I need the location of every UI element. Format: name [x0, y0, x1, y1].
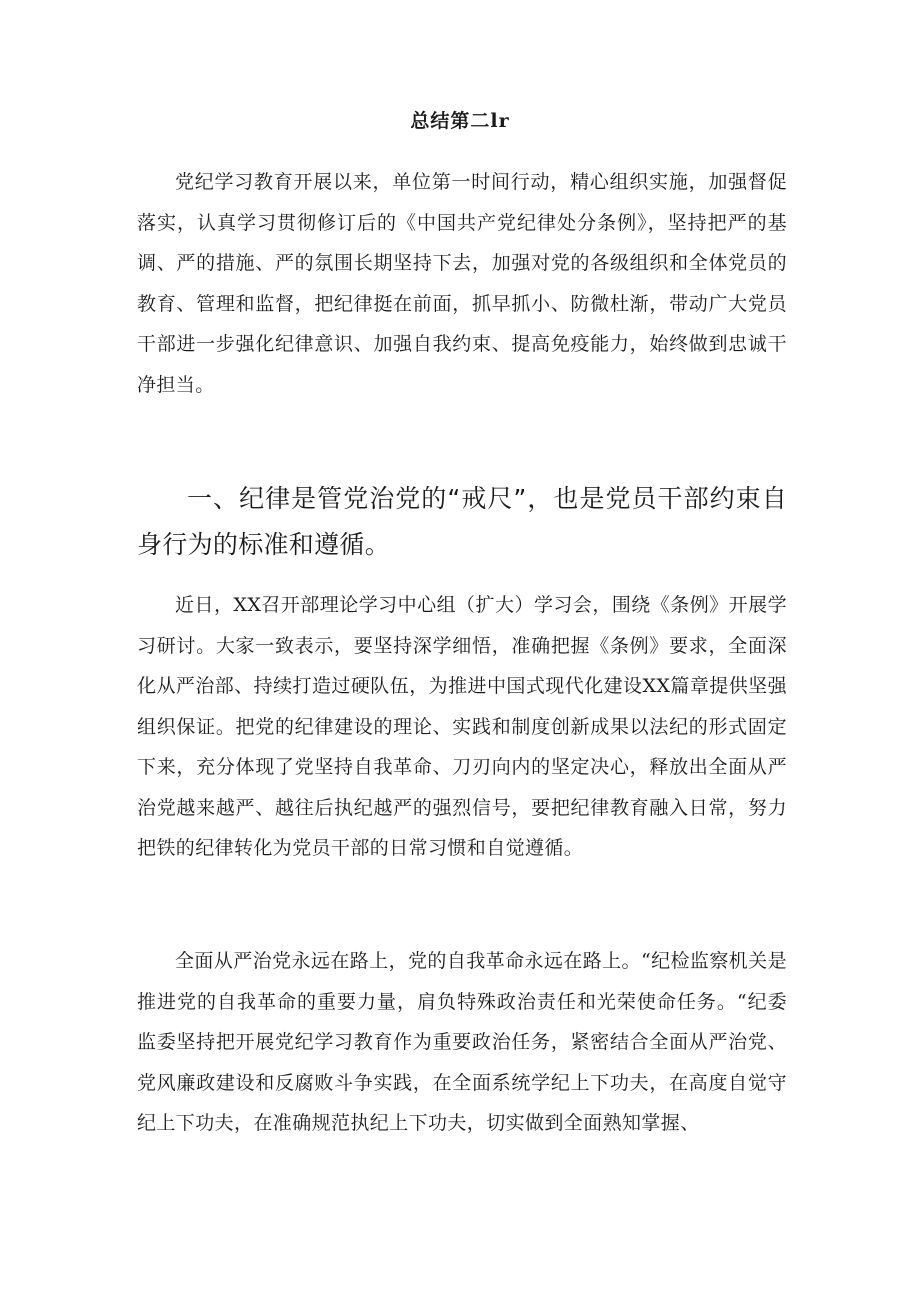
- intro-paragraph: 党纪学习教育开展以来，单位第一时间行动，精心组织实施，加强督促落实，认真学习贯彻修订后的《中国共产党纪律处分条例》，坚持把严的基调、严的措施、严的氛围长期坚持下去，加强对党的各级组织和全体党员的教育、管理和监督，把纪律挺在前面，抓早抓小、防微杜渐，带动广大党员干部进一步强化纪律意识、加强自我约束、提高免疫能力，始终做到忠诚干净担当。: [137, 171, 787, 396]
- section-heading: 一、纪律是管党治党的“戒尺”，也是党员干部约束自身行为的标准和遵循。: [137, 484, 787, 559]
- body-paragraph: 全面从严治党永远在路上，党的自我革命永远在路上。“纪检监察机关是推进党的自我革命的重要力量，肩负特殊政治责任和光荣使命任务。“纪委监委坚持把开展党纪学习教育作为重要政治任务，紧密结合全面从严治党、党风廉政建设和反腐败斗争实践，在全面系统学纪上下功夫，在高度自觉守纪上下功夫，在准确规范执纪上下功夫，切实做到全面熟知掌握、: [137, 950, 787, 1134]
- document-title: 总结第二lr: [410, 110, 510, 132]
- body-paragraph: 近日，XX召开部理论学习中心组（扩大）学习会，围绕《条例》开展学习研讨。大家一致表示，要坚持深学细悟，准确把握《条例》要求，全面深化从严治部、持续打造过硬队伍，为推进中国式现代化建设XX篇章提供坚强组织保证。把党的纪律建设的理论、实践和制度创新成果以法纪的形式固定下来，充分体现了党坚持自我革命、刀刃向内的坚定决心，释放出全面从严治党越来越严、越往后执纪越严的强烈信号，要把纪律教育融入日常，努力把铁的纪律转化为党员干部的日常习惯和自觉遵循。: [137, 594, 787, 859]
